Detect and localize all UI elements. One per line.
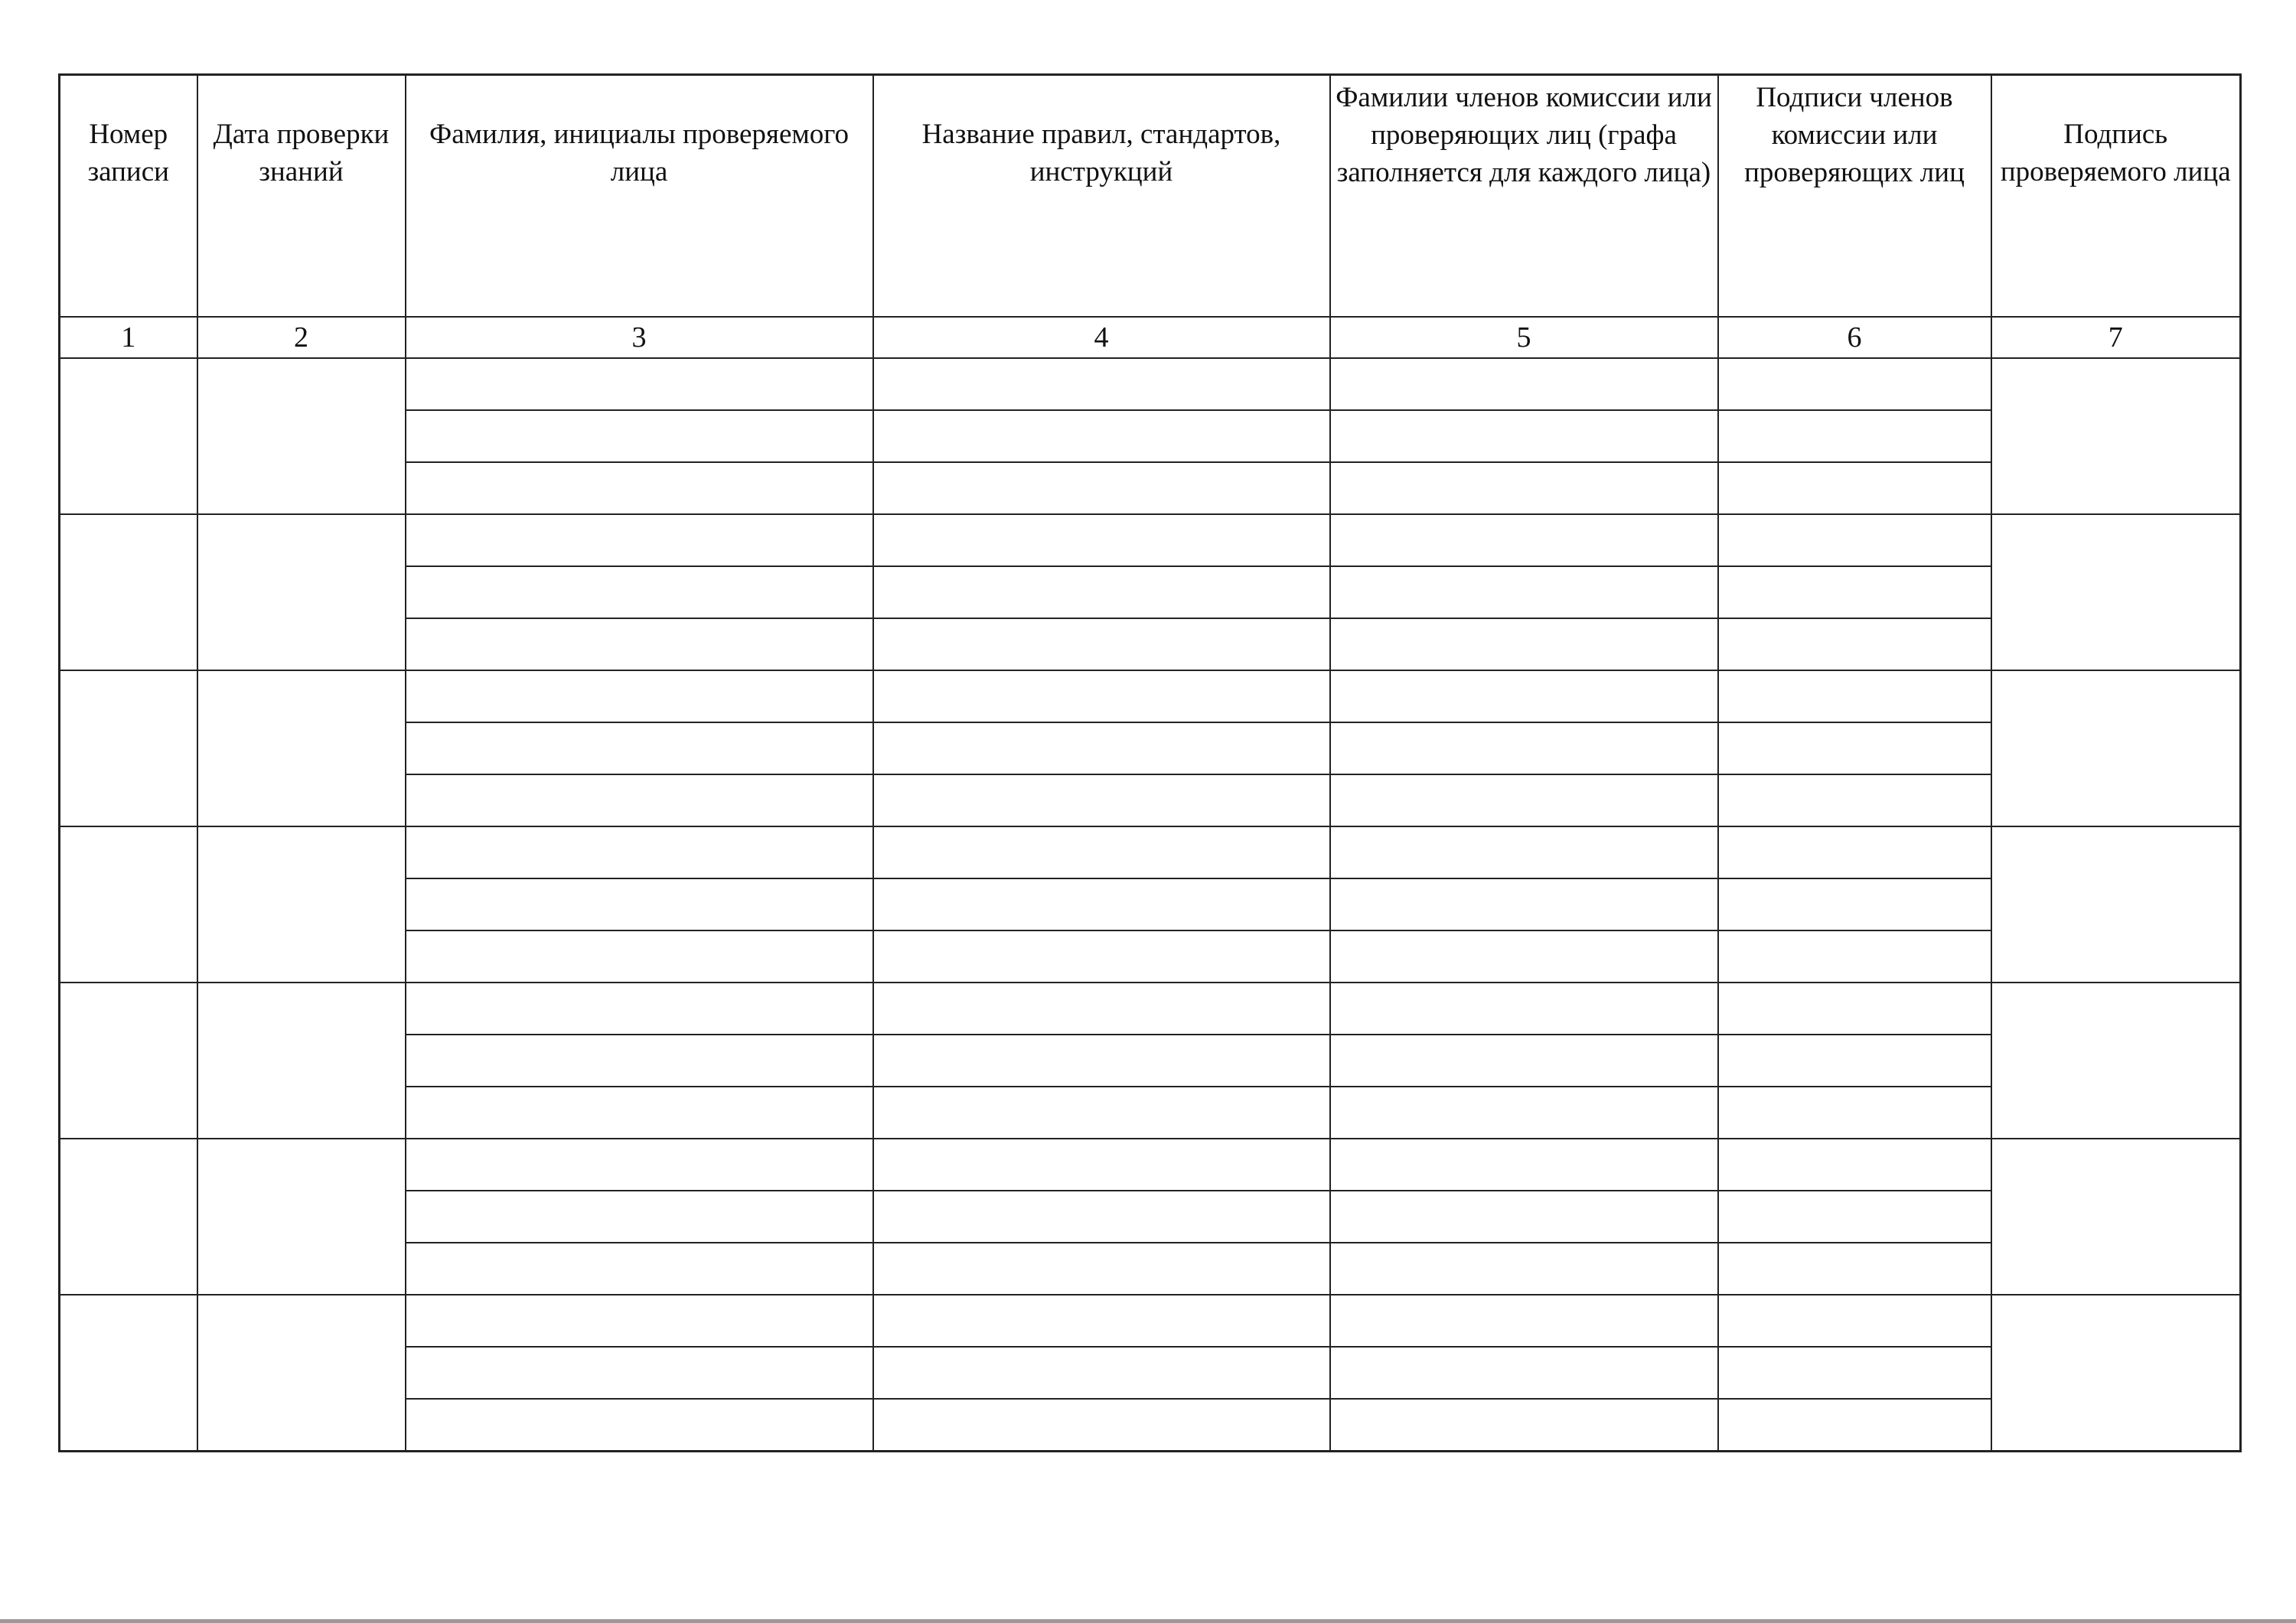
rules-title-cell[interactable] [873, 670, 1330, 722]
rules-title-cell[interactable] [873, 878, 1330, 930]
examinee-name-cell[interactable] [406, 358, 873, 410]
commission-signature-cell[interactable] [1718, 1295, 1991, 1347]
rules-title-cell[interactable] [873, 826, 1330, 878]
commission-signature-cell[interactable] [1718, 1191, 1991, 1243]
commission-name-cell[interactable] [1330, 983, 1718, 1035]
examinee-name-cell[interactable] [406, 826, 873, 878]
commission-name-cell[interactable] [1330, 618, 1718, 670]
commission-signature-cell[interactable] [1718, 1347, 1991, 1399]
rules-title-cell[interactable] [873, 983, 1330, 1035]
header-check-date: Дата проверки знаний [197, 75, 406, 318]
examinee-signature-cell[interactable] [1991, 514, 2241, 670]
header-record-number: Номер записи [60, 75, 197, 318]
column-number: 1 [60, 317, 197, 358]
rules-title-cell[interactable] [873, 462, 1330, 514]
page-edge-divider [0, 1619, 2296, 1623]
rules-title-cell[interactable] [873, 410, 1330, 462]
examinee-name-cell[interactable] [406, 983, 873, 1035]
examinee-name-cell[interactable] [406, 1243, 873, 1295]
examinee-signature-cell[interactable] [1991, 983, 2241, 1139]
journal-body [60, 358, 2241, 1452]
rules-title-cell[interactable] [873, 566, 1330, 618]
column-number: 6 [1718, 317, 1991, 358]
check-date-cell[interactable] [197, 826, 406, 983]
examinee-name-cell[interactable] [406, 1191, 873, 1243]
rules-title-cell[interactable] [873, 1243, 1330, 1295]
commission-signature-cell[interactable] [1718, 826, 1991, 878]
commission-name-cell[interactable] [1330, 462, 1718, 514]
check-date-cell[interactable] [197, 983, 406, 1139]
rules-title-cell[interactable] [873, 774, 1330, 826]
commission-name-cell[interactable] [1330, 826, 1718, 878]
commission-name-cell[interactable] [1330, 774, 1718, 826]
rules-title-cell[interactable] [873, 930, 1330, 983]
commission-signature-cell[interactable] [1718, 1035, 1991, 1087]
rules-title-cell[interactable] [873, 618, 1330, 670]
examinee-name-cell[interactable] [406, 670, 873, 722]
commission-name-cell[interactable] [1330, 1035, 1718, 1087]
examinee-name-cell[interactable] [406, 1347, 873, 1399]
commission-signature-cell[interactable] [1718, 774, 1991, 826]
examinee-name-cell[interactable] [406, 566, 873, 618]
record-number-cell[interactable] [60, 358, 197, 514]
commission-signature-cell[interactable] [1718, 983, 1991, 1035]
examinee-name-cell[interactable] [406, 1295, 873, 1347]
examinee-name-cell[interactable] [406, 462, 873, 514]
record-number-cell[interactable] [60, 826, 197, 983]
commission-name-cell[interactable] [1330, 1347, 1718, 1399]
column-number: 4 [873, 317, 1330, 358]
column-number: 7 [1991, 317, 2241, 358]
rules-title-cell[interactable] [873, 1191, 1330, 1243]
commission-signature-cell[interactable] [1718, 1399, 1991, 1452]
record-sub-row [60, 358, 2241, 410]
check-date-cell[interactable] [197, 358, 406, 514]
commission-signature-cell[interactable] [1718, 878, 1991, 930]
examinee-signature-cell[interactable] [1991, 1295, 2241, 1452]
rules-title-cell[interactable] [873, 514, 1330, 566]
commission-name-cell[interactable] [1330, 722, 1718, 774]
rules-title-cell[interactable] [873, 1295, 1330, 1347]
commission-name-cell[interactable] [1330, 670, 1718, 722]
examinee-name-cell[interactable] [406, 410, 873, 462]
record-sub-row [60, 514, 2241, 566]
check-date-cell[interactable] [197, 670, 406, 826]
rules-title-cell[interactable] [873, 1347, 1330, 1399]
examinee-signature-cell[interactable] [1991, 670, 2241, 826]
commission-name-cell[interactable] [1330, 1191, 1718, 1243]
commission-name-cell[interactable] [1330, 1087, 1718, 1139]
examinee-name-cell[interactable] [406, 514, 873, 566]
record-number-cell[interactable] [60, 1139, 197, 1295]
column-number: 5 [1330, 317, 1718, 358]
commission-signature-cell[interactable] [1718, 462, 1991, 514]
knowledge-check-journal-table [58, 73, 2242, 1452]
examinee-signature-cell[interactable] [1991, 826, 2241, 983]
commission-signature-cell[interactable] [1718, 670, 1991, 722]
commission-name-cell[interactable] [1330, 1295, 1718, 1347]
check-date-cell[interactable] [197, 514, 406, 670]
commission-signature-cell[interactable] [1718, 358, 1991, 410]
record-number-cell[interactable] [60, 670, 197, 826]
commission-name-cell[interactable] [1330, 1243, 1718, 1295]
commission-name-cell[interactable] [1330, 1139, 1718, 1191]
rules-title-cell[interactable] [873, 1035, 1330, 1087]
examinee-name-cell[interactable] [406, 618, 873, 670]
commission-signature-cell[interactable] [1718, 566, 1991, 618]
examinee-signature-cell[interactable] [1991, 358, 2241, 514]
column-number-row [60, 317, 2241, 358]
header-commission-names: Фамилии членов комиссии или проверяющих лиц (графа заполняется для каждого лица) [1330, 75, 1718, 318]
header-rules-title: Название правил, стандартов, инструкций [873, 75, 1330, 318]
record-number-cell[interactable] [60, 983, 197, 1139]
rules-title-cell[interactable] [873, 1399, 1330, 1452]
header-row [60, 75, 2241, 318]
commission-signature-cell[interactable] [1718, 410, 1991, 462]
commission-name-cell[interactable] [1330, 930, 1718, 983]
rules-title-cell[interactable] [873, 722, 1330, 774]
check-date-cell[interactable] [197, 1139, 406, 1295]
commission-signature-cell[interactable] [1718, 722, 1991, 774]
commission-name-cell[interactable] [1330, 410, 1718, 462]
record-sub-row [60, 826, 2241, 878]
commission-signature-cell[interactable] [1718, 514, 1991, 566]
commission-name-cell[interactable] [1330, 566, 1718, 618]
check-date-cell[interactable] [197, 1295, 406, 1452]
commission-signature-cell[interactable] [1718, 1243, 1991, 1295]
examinee-name-cell[interactable] [406, 1139, 873, 1191]
column-number: 2 [197, 317, 406, 358]
record-sub-row [60, 1139, 2241, 1191]
examinee-name-cell[interactable] [406, 1087, 873, 1139]
column-number: 3 [406, 317, 873, 358]
examinee-name-cell[interactable] [406, 774, 873, 826]
examinee-signature-cell[interactable] [1991, 1139, 2241, 1295]
commission-name-cell[interactable] [1330, 1399, 1718, 1452]
record-number-cell[interactable] [60, 514, 197, 670]
record-sub-row [60, 670, 2241, 722]
rules-title-cell[interactable] [873, 1087, 1330, 1139]
commission-name-cell[interactable] [1330, 358, 1718, 410]
record-sub-row [60, 1295, 2241, 1347]
record-sub-row [60, 983, 2241, 1035]
commission-signature-cell[interactable] [1718, 618, 1991, 670]
examinee-name-cell[interactable] [406, 722, 873, 774]
commission-name-cell[interactable] [1330, 878, 1718, 930]
examinee-name-cell[interactable] [406, 1399, 873, 1452]
examinee-name-cell[interactable] [406, 878, 873, 930]
examinee-name-cell[interactable] [406, 1035, 873, 1087]
rules-title-cell[interactable] [873, 358, 1330, 410]
header-commission-signatures: Подписи членов комиссии или проверяющих лиц [1718, 75, 1991, 318]
commission-signature-cell[interactable] [1718, 1139, 1991, 1191]
examinee-name-cell[interactable] [406, 930, 873, 983]
header-examinee-signature: Подпись проверяемого лица [1991, 75, 2241, 318]
rules-title-cell[interactable] [873, 1139, 1330, 1191]
commission-signature-cell[interactable] [1718, 1087, 1991, 1139]
commission-signature-cell[interactable] [1718, 930, 1991, 983]
commission-name-cell[interactable] [1330, 514, 1718, 566]
record-number-cell[interactable] [60, 1295, 197, 1452]
header-examinee-name: Фамилия, инициалы проверяемого лица [406, 75, 873, 318]
